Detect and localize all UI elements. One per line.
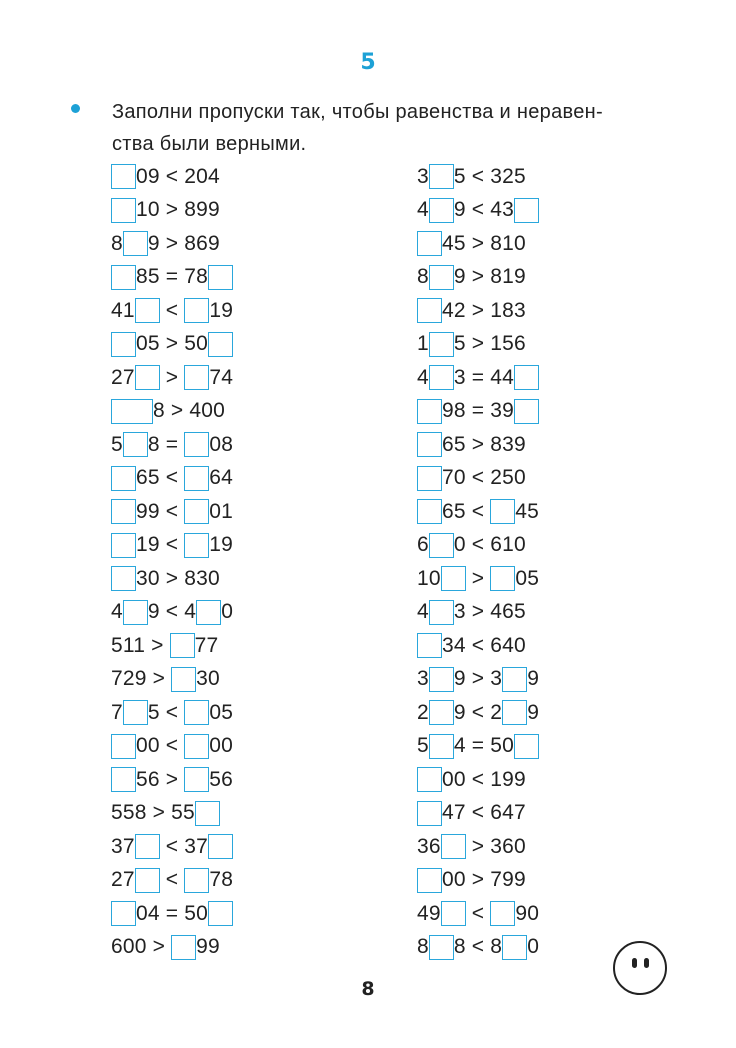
right-exercise-column	[417, 160, 539, 964]
left-exercise-row	[111, 294, 233, 328]
answer-box[interactable]	[429, 600, 454, 625]
expression-text: 9 > 869	[147, 231, 220, 255]
expression-text: 9 < 2	[453, 700, 503, 724]
expression-text: 47 < 647	[442, 801, 526, 825]
answer-box[interactable]	[429, 265, 454, 290]
right-exercise-row	[417, 562, 539, 596]
expression-text: 00 < 199	[442, 767, 526, 791]
left-exercise-row	[111, 897, 233, 931]
expression-text: 9 < 43	[453, 198, 515, 222]
expression-text: 19	[209, 298, 234, 322]
answer-box[interactable]	[417, 499, 442, 524]
answer-box[interactable]	[417, 767, 442, 792]
answer-box[interactable]	[135, 868, 160, 893]
expression-text: 9 > 3	[453, 667, 503, 691]
expression-text: 19	[209, 533, 234, 557]
expression-text: 41	[111, 298, 135, 322]
expression-text: 00	[209, 734, 234, 758]
answer-box[interactable]	[417, 801, 442, 826]
left-exercise-row	[111, 194, 233, 228]
expression-text: 36	[417, 834, 441, 858]
expression-text: 30 > 830	[136, 566, 220, 590]
left-exercise-row	[111, 797, 233, 831]
left-exercise-row	[111, 730, 233, 764]
expression-text: 64	[209, 466, 234, 490]
answer-box[interactable]	[514, 734, 539, 759]
answer-box[interactable]	[123, 231, 148, 256]
answer-box[interactable]	[170, 633, 195, 658]
right-exercise-row	[417, 730, 539, 764]
answer-box[interactable]	[135, 834, 160, 859]
right-exercise-row	[417, 663, 539, 697]
answer-box[interactable]	[111, 734, 136, 759]
bullet-dot-icon	[71, 104, 80, 113]
expression-text: 1	[417, 332, 429, 356]
left-exercise-row	[111, 830, 233, 864]
expression-text: 10 > 899	[136, 198, 220, 222]
answer-box[interactable]	[123, 600, 148, 625]
left-exercise-row	[111, 361, 233, 395]
answer-box[interactable]	[441, 834, 466, 859]
left-exercise-row	[111, 864, 233, 898]
expression-text: 09 < 204	[136, 164, 220, 188]
answer-box[interactable]	[514, 198, 539, 223]
answer-box[interactable]	[514, 399, 539, 424]
answer-box[interactable]	[111, 566, 136, 591]
answer-box[interactable]	[111, 265, 136, 290]
answer-box[interactable]	[111, 499, 136, 524]
left-exercise-row	[111, 495, 233, 529]
expression-text: 7	[111, 700, 123, 724]
answer-box[interactable]	[208, 901, 233, 926]
expression-text: 99	[196, 935, 220, 959]
expression-text: 65 <	[442, 499, 491, 523]
expression-text: 10	[417, 566, 441, 590]
answer-box[interactable]	[441, 566, 466, 591]
answer-box[interactable]	[429, 332, 454, 357]
answer-box[interactable]	[135, 298, 160, 323]
expression-text: 0	[527, 935, 540, 959]
left-exercise-row	[111, 428, 233, 462]
right-exercise-row	[417, 596, 539, 630]
expression-text: > 360	[465, 834, 526, 858]
answer-box[interactable]	[171, 935, 196, 960]
expression-text: >	[465, 566, 491, 590]
answer-box[interactable]	[184, 499, 209, 524]
answer-box[interactable]	[429, 365, 454, 390]
answer-box[interactable]	[111, 164, 136, 189]
answer-box[interactable]	[490, 566, 515, 591]
expression-text: <	[159, 298, 185, 322]
answer-box[interactable]	[417, 298, 442, 323]
expression-text: 8	[111, 231, 123, 255]
expression-text: 5 <	[147, 700, 185, 724]
expression-text: 3 > 465	[453, 600, 526, 624]
expression-text: 8 < 8	[453, 935, 503, 959]
expression-text: 27	[111, 365, 135, 389]
expression-text: <	[465, 901, 491, 925]
expression-text: 45	[515, 499, 540, 523]
expression-text: 78	[209, 868, 234, 892]
expression-text: 37	[111, 834, 135, 858]
expression-text: 08	[209, 432, 234, 456]
right-exercise-row	[417, 931, 539, 965]
expression-text: 9 > 819	[453, 265, 526, 289]
instruction-text	[112, 96, 672, 160]
expression-text: 6	[417, 533, 429, 557]
answer-box[interactable]	[184, 432, 209, 457]
expression-text: 3 = 44	[453, 365, 515, 389]
expression-text: 5 > 156	[453, 332, 526, 356]
expression-text: 99 <	[136, 499, 185, 523]
answer-box[interactable]	[111, 533, 136, 558]
answer-box[interactable]	[417, 432, 442, 457]
expression-text: 05 > 50	[136, 332, 209, 356]
answer-box[interactable]	[502, 667, 527, 692]
left-exercise-row	[111, 562, 233, 596]
left-exercise-row	[111, 328, 233, 362]
expression-text: 511 >	[111, 633, 170, 657]
answer-box[interactable]	[502, 700, 527, 725]
expression-text: 65 > 839	[442, 432, 526, 456]
expression-text: 56	[209, 767, 234, 791]
expression-text: 45 > 810	[442, 231, 526, 255]
expression-text: 4 = 50	[453, 734, 515, 758]
expression-text: 90	[515, 901, 540, 925]
answer-box[interactable]	[184, 868, 209, 893]
answer-box[interactable]	[417, 466, 442, 491]
smiley-face-icon	[613, 941, 667, 995]
left-exercise-row	[111, 663, 233, 697]
right-exercise-row	[417, 395, 539, 429]
expression-text: 0 < 610	[453, 533, 526, 557]
expression-text: 04 = 50	[136, 901, 209, 925]
expression-text: 4	[417, 365, 429, 389]
left-exercise-row	[111, 160, 233, 194]
left-exercise-row	[111, 629, 233, 663]
right-exercise-row	[417, 629, 539, 663]
answer-box[interactable]	[417, 633, 442, 658]
smiley-left-eye	[632, 958, 637, 968]
expression-text: 4	[111, 600, 123, 624]
expression-text: 34 < 640	[442, 633, 526, 657]
expression-text: 42 > 183	[442, 298, 526, 322]
right-exercise-row	[417, 495, 539, 529]
expression-text: 5 < 325	[453, 164, 526, 188]
left-exercise-row	[111, 696, 233, 730]
answer-box[interactable]	[123, 700, 148, 725]
expression-text: 70 < 250	[442, 466, 526, 490]
expression-text: 05	[209, 700, 234, 724]
right-exercise-row	[417, 160, 539, 194]
answer-box[interactable]	[490, 901, 515, 926]
answer-box[interactable]	[184, 466, 209, 491]
left-exercise-column	[111, 160, 233, 964]
answer-box[interactable]	[208, 265, 233, 290]
expression-text: <	[159, 868, 185, 892]
expression-text: 30	[196, 667, 220, 691]
answer-box[interactable]	[429, 700, 454, 725]
answer-box[interactable]	[429, 734, 454, 759]
task-number: 5	[360, 50, 376, 75]
right-exercise-row	[417, 328, 539, 362]
answer-box[interactable]	[111, 901, 136, 926]
expression-text: 600 >	[111, 935, 172, 959]
expression-text: 00 <	[136, 734, 185, 758]
expression-text: 01	[209, 499, 234, 523]
expression-text: 558 > 55	[111, 801, 195, 825]
right-exercise-row	[417, 696, 539, 730]
right-exercise-row	[417, 261, 539, 295]
expression-text: < 37	[159, 834, 209, 858]
answer-box[interactable]	[111, 399, 153, 424]
expression-text: 4	[417, 600, 429, 624]
left-exercise-row	[111, 931, 233, 965]
expression-text: 3	[417, 164, 429, 188]
expression-text: 5	[417, 734, 429, 758]
answer-box[interactable]	[184, 298, 209, 323]
answer-box[interactable]	[111, 767, 136, 792]
expression-text: 27	[111, 868, 135, 892]
answer-box[interactable]	[184, 734, 209, 759]
answer-box[interactable]	[208, 332, 233, 357]
answer-box[interactable]	[184, 365, 209, 390]
expression-text: 4	[417, 198, 429, 222]
expression-text: 8 > 400	[153, 399, 226, 423]
expression-text: >	[159, 365, 185, 389]
answer-box[interactable]	[184, 700, 209, 725]
expression-text: 2	[417, 700, 429, 724]
expression-text: 74	[209, 365, 234, 389]
right-exercise-row	[417, 763, 539, 797]
expression-text: 19 <	[136, 533, 185, 557]
answer-box[interactable]	[429, 198, 454, 223]
expression-text: 56 >	[136, 767, 185, 791]
answer-box[interactable]	[490, 499, 515, 524]
expression-text: 729 >	[111, 667, 172, 691]
right-exercise-row	[417, 797, 539, 831]
right-exercise-row	[417, 294, 539, 328]
answer-box[interactable]	[123, 432, 148, 457]
answer-box[interactable]	[429, 533, 454, 558]
instruction-line-2: ства были верными.	[112, 133, 307, 155]
expression-text: 00 > 799	[442, 868, 526, 892]
right-exercise-row	[417, 428, 539, 462]
expression-text: 98 = 39	[442, 399, 515, 423]
answer-box[interactable]	[429, 164, 454, 189]
expression-text: 9	[527, 667, 540, 691]
expression-text: 49	[417, 901, 441, 925]
right-exercise-row	[417, 227, 539, 261]
right-exercise-row	[417, 897, 539, 931]
answer-box[interactable]	[171, 667, 196, 692]
answer-box[interactable]	[184, 533, 209, 558]
expression-text: 5	[111, 432, 123, 456]
right-exercise-row	[417, 361, 539, 395]
expression-text: 77	[194, 633, 219, 657]
left-exercise-row	[111, 596, 233, 630]
answer-box[interactable]	[514, 365, 539, 390]
answer-box[interactable]	[429, 935, 454, 960]
instruction-line-1: Заполни пропуски так, чтобы равенства и неравен-	[112, 101, 603, 123]
answer-box[interactable]	[111, 466, 136, 491]
answer-box[interactable]	[195, 801, 220, 826]
left-exercise-row	[111, 763, 233, 797]
answer-box[interactable]	[208, 834, 233, 859]
answer-box[interactable]	[135, 365, 160, 390]
expression-text: 3	[417, 667, 429, 691]
left-exercise-row	[111, 261, 233, 295]
expression-text: 0	[221, 600, 234, 624]
expression-text: 9 < 4	[147, 600, 197, 624]
answer-box[interactable]	[502, 935, 527, 960]
right-exercise-row	[417, 529, 539, 563]
right-exercise-row	[417, 830, 539, 864]
right-exercise-row	[417, 864, 539, 898]
page-number: 8	[361, 978, 375, 1000]
answer-box[interactable]	[429, 667, 454, 692]
expression-text: 05	[515, 566, 540, 590]
expression-text: 65 <	[136, 466, 185, 490]
answer-box[interactable]	[417, 868, 442, 893]
answer-box[interactable]	[196, 600, 221, 625]
answer-box[interactable]	[111, 198, 136, 223]
smiley-right-eye	[644, 958, 649, 968]
right-exercise-row	[417, 462, 539, 496]
left-exercise-row	[111, 529, 233, 563]
right-exercise-row	[417, 194, 539, 228]
answer-box[interactable]	[441, 901, 466, 926]
expression-text: 8 =	[147, 432, 185, 456]
expression-text: 9	[527, 700, 540, 724]
answer-box[interactable]	[417, 231, 442, 256]
expression-text: 8	[417, 265, 429, 289]
left-exercise-row	[111, 395, 233, 429]
left-exercise-row	[111, 462, 233, 496]
answer-box[interactable]	[417, 399, 442, 424]
expression-text: 85 = 78	[136, 265, 209, 289]
answer-box[interactable]	[184, 767, 209, 792]
left-exercise-row	[111, 227, 233, 261]
expression-text: 8	[417, 935, 429, 959]
answer-box[interactable]	[111, 332, 136, 357]
